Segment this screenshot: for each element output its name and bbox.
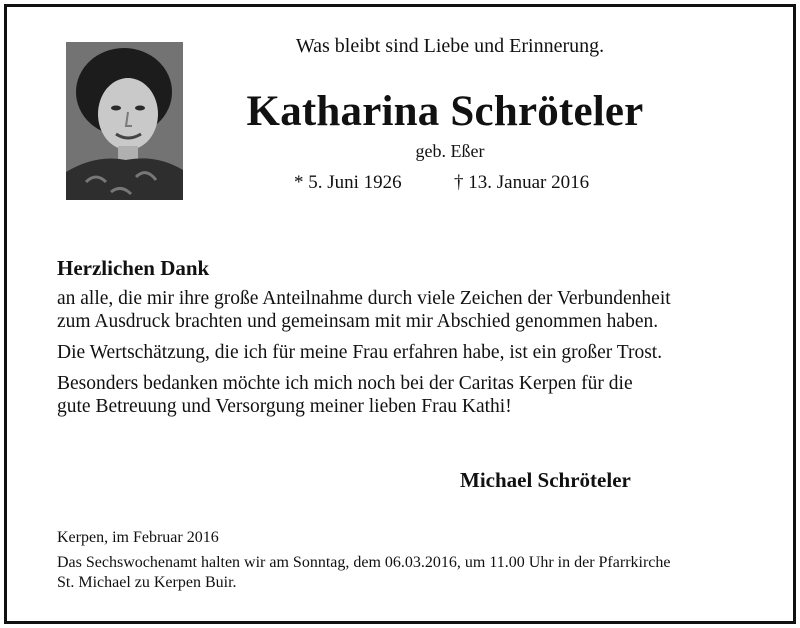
deceased-name: Katharina Schröteler bbox=[246, 88, 644, 135]
service-announcement bbox=[57, 553, 777, 593]
motto: Was bleibt sind Liebe und Erinnerung. bbox=[295, 35, 605, 57]
service-line-2: St. Michael zu Kerpen Buir. bbox=[57, 574, 237, 591]
thanks-paragraph-2: Die Wertschätzung, die ich für meine Frau erfahren habe, ist ein großer Trost. bbox=[57, 342, 663, 363]
birth-date: * 5. Juni 1926 bbox=[294, 172, 402, 193]
thanks-heading: Herzlichen Dank bbox=[57, 256, 210, 280]
thanks-paragraph-1 bbox=[57, 287, 757, 333]
thanks-paragraph-3-line-1: Besonders bedanken möchte ich mich noch bei der Caritas Kerpen für die bbox=[57, 373, 633, 394]
thanks-paragraph-3-line-2: gute Betreuung und Versorgung meiner lieben Frau Kathi! bbox=[57, 396, 512, 417]
thanks-paragraph-1-line-1: an alle, die mir ihre große Anteilnahme durch viele Zeichen der Verbundenheit bbox=[57, 288, 671, 309]
thanks-paragraph-1-line-2: zum Ausdruck brachten und gemeinsam mit mir Abschied genommen haben. bbox=[57, 311, 659, 332]
signature: Michael Schröteler bbox=[460, 468, 631, 492]
place-date: Kerpen, im Februar 2016 bbox=[57, 529, 219, 546]
thanks-paragraph-3 bbox=[57, 372, 757, 418]
service-line-1: Das Sechswochenamt halten wir am Sonntag, dem 06.03.2016, um 11.00 Uhr in der Pfarrkirche bbox=[57, 554, 671, 571]
death-date: † 13. Januar 2016 bbox=[454, 172, 590, 193]
birth-name: geb. Eßer bbox=[415, 141, 485, 161]
